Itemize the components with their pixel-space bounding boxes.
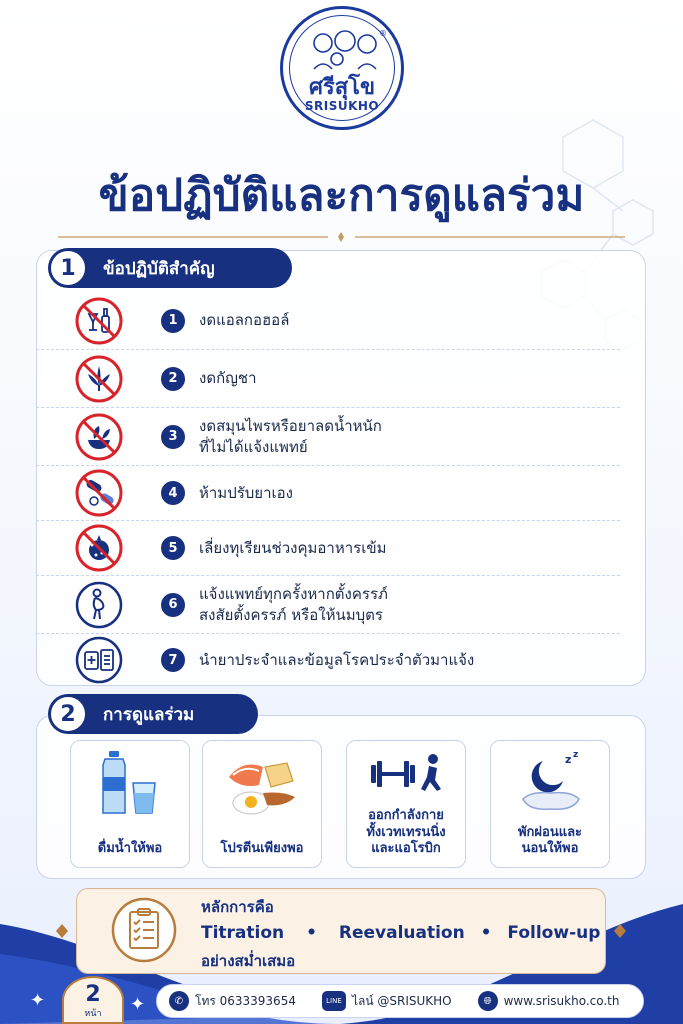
brand-english-name: SRISUKHO xyxy=(304,99,380,113)
sparkle-icon: ✦ xyxy=(30,990,46,1011)
page-number-badge xyxy=(62,976,124,1024)
registered-mark: ® xyxy=(379,29,387,38)
exercise-icon xyxy=(367,747,447,807)
list-item xyxy=(36,634,620,686)
item-number: 4 xyxy=(161,481,185,505)
term-follow-up: Follow-up xyxy=(507,923,601,943)
list-item xyxy=(36,521,620,576)
item-number: 7 xyxy=(161,648,185,672)
phone-icon: ✆ xyxy=(169,991,189,1011)
list-item xyxy=(36,576,620,634)
bullet: • xyxy=(480,923,492,943)
page-title: ข้อปฏิบัติและการดูแลร่วม xyxy=(98,170,585,221)
no-durian-icon xyxy=(74,523,124,573)
water-bottle-icon xyxy=(91,747,171,817)
no-alcohol-icon xyxy=(74,296,124,346)
section1-number: 1 xyxy=(49,249,87,287)
brand-logo xyxy=(280,6,404,130)
svg-text:z: z xyxy=(573,750,579,760)
contact-phone[interactable] xyxy=(169,991,296,1011)
item-text: งดกัญชา xyxy=(199,369,257,388)
protein-food-icon xyxy=(223,747,303,817)
globe-icon: 🌐︎ xyxy=(478,991,498,1011)
medication-list-icon xyxy=(74,635,124,685)
diamond-decoration xyxy=(614,924,626,938)
sleep-icon xyxy=(511,747,591,817)
contact-line[interactable] xyxy=(322,991,452,1011)
care-card-protein xyxy=(202,740,322,868)
section2-label: การดูแลร่วม xyxy=(103,704,195,725)
item-text: เลี่ยงทุเรียนช่วงคุมอาหารเข้ม xyxy=(199,538,387,557)
care-card-label: โปรตีนเพียงพอ xyxy=(220,840,304,856)
care-card-exercise xyxy=(346,740,466,868)
svg-text:z: z xyxy=(565,753,572,766)
no-cannabis-icon xyxy=(74,354,124,404)
care-card-sleep xyxy=(490,740,610,868)
item-text: งดแอลกอฮอล์ xyxy=(199,311,290,330)
brand-thai-name: ศรีสุโข xyxy=(308,75,376,100)
website-text: www.srisukho.co.th xyxy=(503,994,620,1008)
item-text: นำยาประจำและข้อมูลโรคประจำตัวมาแจ้ง xyxy=(199,650,475,669)
phone-text: โทร 0633393654 xyxy=(195,993,296,1008)
line-text: ไลน์ @SRISUKHO xyxy=(351,993,452,1008)
principle-subtitle: อย่างสม่ำเสมอ xyxy=(201,952,296,970)
no-pills-icon xyxy=(74,468,124,518)
section2-header xyxy=(48,694,258,734)
principle-terms xyxy=(201,923,600,943)
pregnancy-icon xyxy=(74,580,124,630)
no-herbs-icon xyxy=(74,412,124,462)
item-number: 6 xyxy=(161,593,185,617)
page-word: หน้า xyxy=(84,1009,102,1019)
item-number: 2 xyxy=(161,367,185,391)
principle-title: หลักการคือ xyxy=(201,898,274,916)
item-number: 3 xyxy=(161,425,185,449)
list-item xyxy=(36,466,620,521)
item-number: 1 xyxy=(161,309,185,333)
item-text: ห้ามปรับยาเอง xyxy=(199,483,293,502)
section2-number: 2 xyxy=(49,695,87,733)
sparkle-icon: ✦ xyxy=(130,994,146,1015)
term-titration: Titration xyxy=(201,923,285,943)
care-card-label: ออกกำลังกาย ทั้งเวทเทรนนิ่ง และแอโรบิก xyxy=(366,808,446,856)
contact-bar xyxy=(156,984,644,1018)
item-text: แจ้งแพทย์ทุกครั้งหากตั้งครรภ์ สงสัยตั้งครรภ์ หรือให้นมบุตร xyxy=(199,585,388,624)
list-item xyxy=(36,350,620,408)
page-number: 2 xyxy=(85,982,101,1007)
principle-box xyxy=(76,888,606,974)
section1-label: ข้อปฏิบัติสำคัญ xyxy=(103,258,215,279)
care-card-water xyxy=(70,740,190,868)
section1-header xyxy=(48,248,292,288)
care-card-label: ดื่มน้ำให้พอ xyxy=(97,840,163,856)
term-reevaluation: Reevaluation xyxy=(338,923,465,943)
care-card-label: พักผ่อนและ นอนให้พอ xyxy=(517,824,583,856)
bullet: • xyxy=(306,923,317,943)
diamond-decoration xyxy=(56,924,68,938)
list-item xyxy=(36,408,620,466)
family-faces-icon xyxy=(309,29,381,71)
clipboard-checklist-icon xyxy=(111,897,177,963)
contact-website[interactable] xyxy=(478,991,620,1011)
item-text: งดสมุนไพรหรือยาลดน้ำหนัก ที่ไม่ได้แจ้งแพทย์ xyxy=(199,417,382,456)
item-number: 5 xyxy=(161,536,185,560)
title-divider xyxy=(58,232,625,242)
line-icon: LINE xyxy=(322,991,346,1011)
list-item xyxy=(36,292,620,350)
